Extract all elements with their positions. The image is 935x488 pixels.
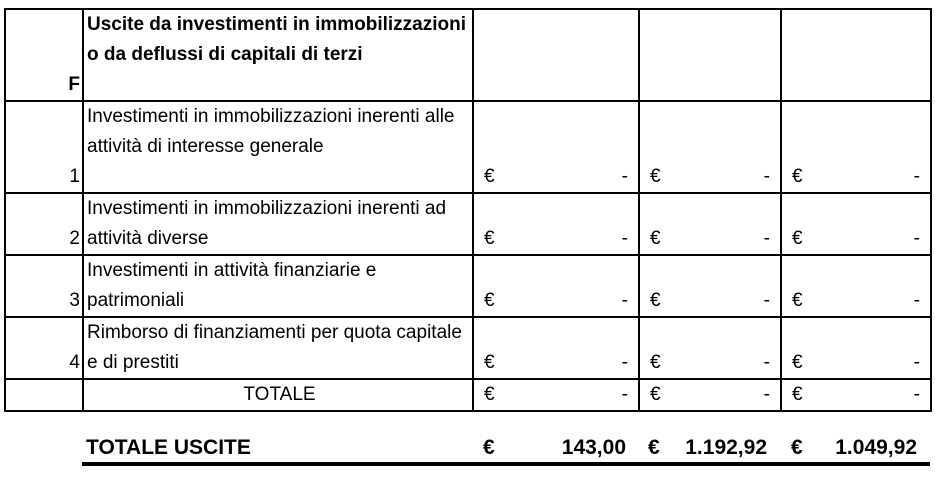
- currency-symbol: €: [483, 436, 495, 459]
- cell-value: -: [913, 384, 920, 405]
- row-number[interactable]: 3: [5, 255, 83, 317]
- currency-symbol: €: [650, 384, 661, 405]
- total-label[interactable]: TOTALE: [83, 379, 473, 411]
- row-description[interactable]: Investimenti in attività finanziarie e patrimoniali: [83, 255, 473, 317]
- grand-total-value-2[interactable]: 1.192,92: [685, 436, 767, 459]
- cell-value: -: [763, 352, 770, 373]
- total-value-cell[interactable]: [639, 379, 781, 411]
- cell-value: -: [763, 384, 770, 405]
- grand-total-value-1[interactable]: 143,00: [561, 436, 626, 459]
- row-description[interactable]: Investimenti in immobilizzazioni inerenti ad attività diverse: [83, 193, 473, 255]
- currency-symbol: €: [484, 166, 495, 187]
- cell-value: -: [763, 166, 770, 187]
- currency-symbol: €: [484, 384, 495, 405]
- value-cell[interactable]: [639, 193, 781, 255]
- grand-total-label[interactable]: TOTALE USCITE: [86, 436, 251, 459]
- row-description[interactable]: Investimenti in immobilizzazioni inerenti alle attività di interesse generale: [83, 101, 473, 193]
- total-value-cell[interactable]: [473, 379, 639, 411]
- value-cell[interactable]: [781, 101, 931, 193]
- value-cell[interactable]: [473, 101, 639, 193]
- total-value-cell[interactable]: [781, 379, 931, 411]
- grand-total-value-3[interactable]: 1.049,92: [835, 436, 917, 459]
- cell-value: -: [621, 290, 628, 311]
- currency-symbol: €: [791, 436, 803, 459]
- value-cell[interactable]: [781, 193, 931, 255]
- cell-value: -: [913, 290, 920, 311]
- currency-symbol: €: [484, 352, 495, 373]
- cell-value: -: [621, 352, 628, 373]
- row-description[interactable]: Rimborso di finanziamenti per quota capitale e di prestiti: [83, 317, 473, 379]
- currency-symbol: €: [792, 384, 803, 405]
- value-cell[interactable]: [781, 255, 931, 317]
- currency-symbol: €: [650, 166, 661, 187]
- value-cell[interactable]: [473, 193, 639, 255]
- section-header-row: [5, 9, 931, 101]
- header-cell-2[interactable]: [639, 9, 781, 101]
- row-number[interactable]: 2: [5, 193, 83, 255]
- value-cell[interactable]: [781, 317, 931, 379]
- table-row: [5, 255, 931, 317]
- table-row: [5, 317, 931, 379]
- currency-symbol: €: [650, 290, 661, 311]
- currency-symbol: €: [792, 352, 803, 373]
- cell-value: -: [763, 290, 770, 311]
- table-row: [5, 101, 931, 193]
- currency-symbol: €: [792, 290, 803, 311]
- row-number[interactable]: 4: [5, 317, 83, 379]
- cell-value: -: [621, 384, 628, 405]
- cell-value: -: [763, 228, 770, 249]
- cell-value: -: [913, 228, 920, 249]
- value-cell[interactable]: [639, 317, 781, 379]
- currency-symbol: €: [650, 352, 661, 373]
- value-cell[interactable]: [473, 255, 639, 317]
- value-cell[interactable]: [639, 255, 781, 317]
- currency-symbol: €: [650, 228, 661, 249]
- currency-symbol: €: [484, 290, 495, 311]
- cell-value: -: [913, 352, 920, 373]
- total-row: [5, 379, 931, 411]
- header-cell-1[interactable]: [473, 9, 639, 101]
- total-number-cell[interactable]: [5, 379, 83, 411]
- header-cell-3[interactable]: [781, 9, 931, 101]
- table-row: [5, 193, 931, 255]
- cell-value: -: [621, 228, 628, 249]
- row-number[interactable]: 1: [5, 101, 83, 193]
- section-letter[interactable]: F: [5, 9, 83, 101]
- currency-symbol: €: [648, 436, 660, 459]
- section-title[interactable]: Uscite da investimenti in immobilizzazioni o da deflussi di capitali di terzi: [83, 9, 473, 101]
- outflows-table: [4, 8, 932, 412]
- cell-value: -: [621, 166, 628, 187]
- currency-symbol: €: [484, 228, 495, 249]
- value-cell[interactable]: [639, 101, 781, 193]
- grand-total-row: [82, 428, 930, 466]
- value-cell[interactable]: [473, 317, 639, 379]
- currency-symbol: €: [792, 166, 803, 187]
- cell-value: -: [913, 166, 920, 187]
- currency-symbol: €: [792, 228, 803, 249]
